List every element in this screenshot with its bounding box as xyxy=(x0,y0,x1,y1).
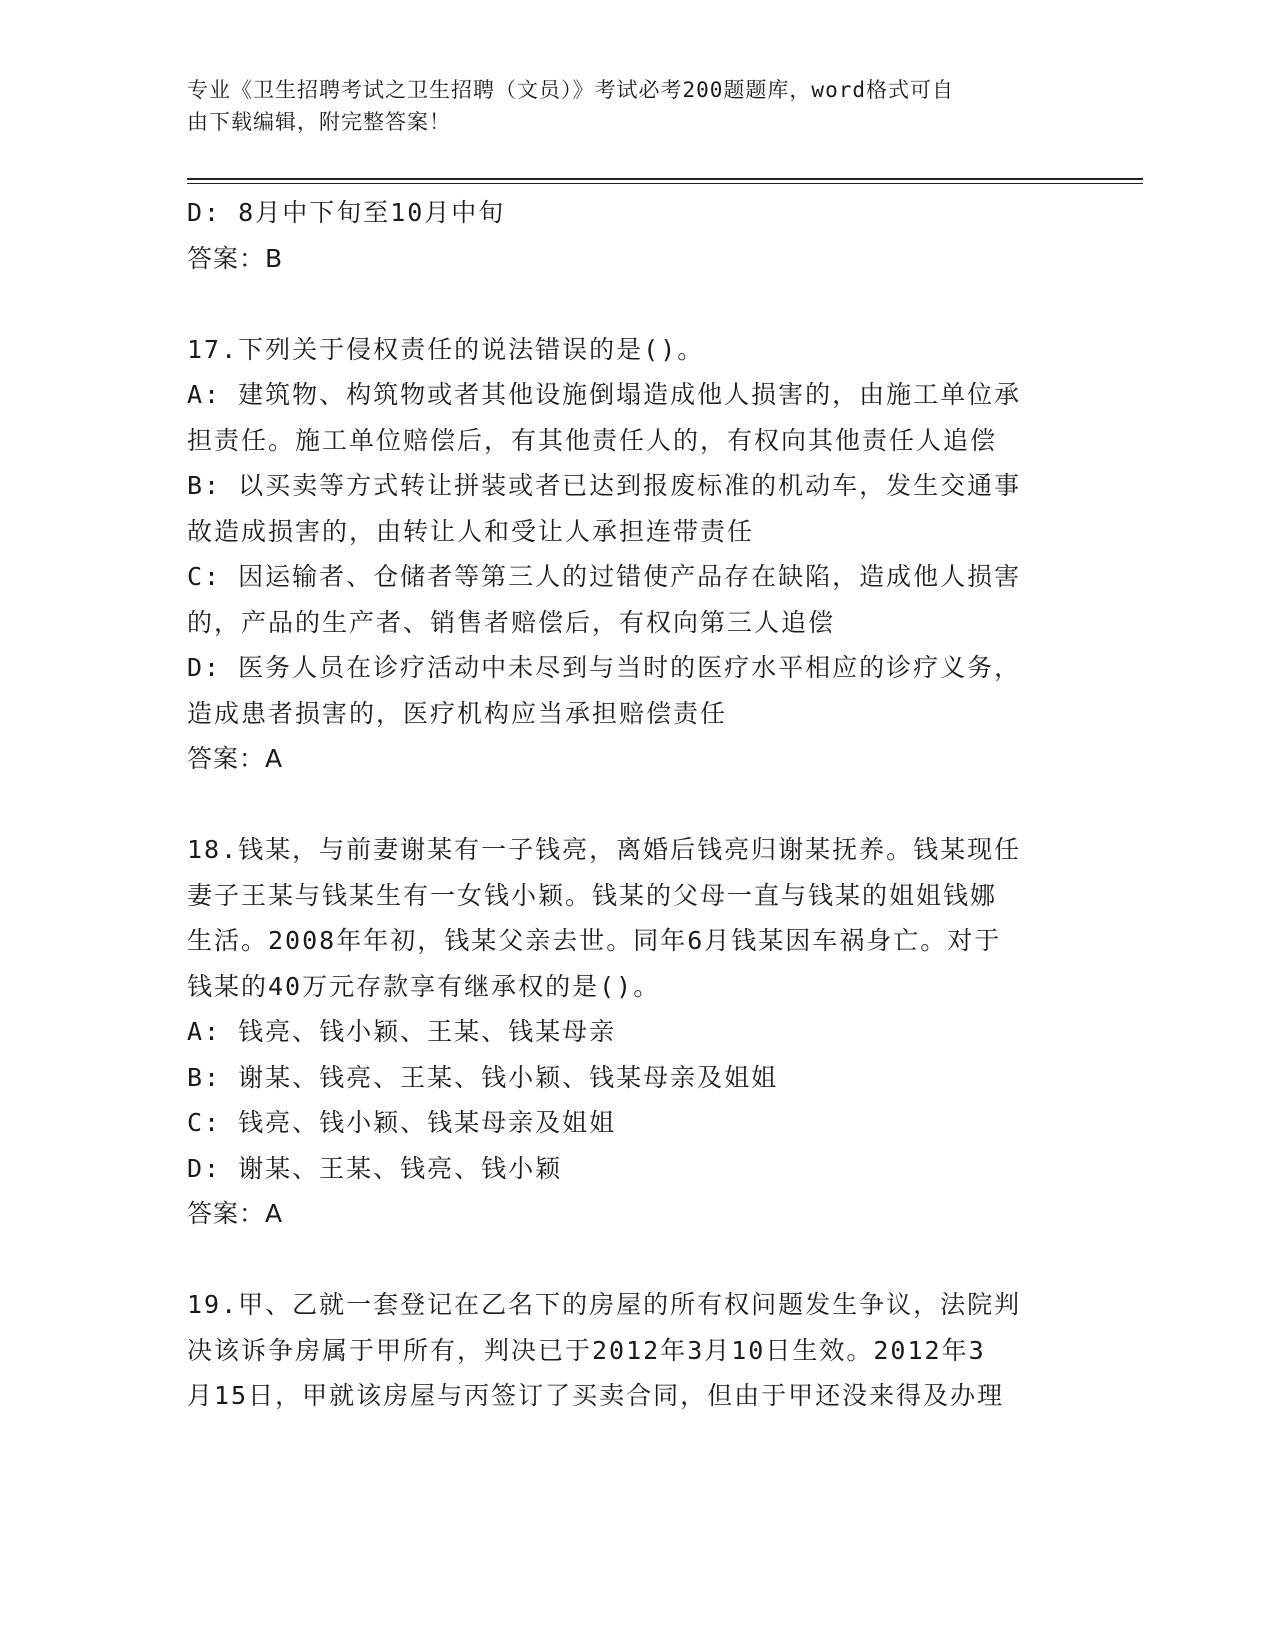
question-19 xyxy=(187,1282,1087,1419)
header-divider-thin xyxy=(187,183,1143,184)
question-stem-line-4: 钱某的40万元存款享有继承权的是()。 xyxy=(187,971,661,1001)
question-16-tail xyxy=(187,190,1087,281)
option-d-line-2: 造成患者损害的，医疗机构应当承担赔偿责任 xyxy=(187,698,728,728)
question-stem-line-2: 决该诉争房属于甲所有，判决已于2012年3月10日生效。2012年3 xyxy=(187,1335,986,1365)
option-b-line-1: B: 以买卖等方式转让拼装或者已达到报废标准的机动车，发生交通事 xyxy=(187,471,1022,500)
option-a-line-1: A: 建筑物、构筑物或者其他设施倒塌造成他人损害的，由施工单位承 xyxy=(187,380,1022,409)
question-stem-line-1: 18.钱某，与前妻谢某有一子钱亮，离婚后钱亮归谢某抚养。钱某现任 xyxy=(187,835,1022,864)
option-c-line-2: 的，产品的生产者、销售者赔偿后，有权向第三人追偿 xyxy=(187,607,836,637)
answer-line: 答案：A xyxy=(187,1199,284,1228)
question-stem-line-3: 月15日，甲就该房屋与丙签订了买卖合同，但由于甲还没来得及办理 xyxy=(187,1381,1005,1410)
question-stem-line-2: 妻子王某与钱某生有一女钱小颖。钱某的父母一直与钱某的姐姐钱娜 xyxy=(187,880,998,910)
header-line-2: 由下载编辑，附完整答案！ xyxy=(187,110,451,134)
question-18 xyxy=(187,827,1087,1237)
option-d-line-1: D: 医务人员在诊疗活动中未尽到与当时的医疗水平相应的诊疗义务， xyxy=(187,653,1022,682)
option-b: B: 谢某、钱亮、王某、钱小颖、钱某母亲及姐姐 xyxy=(187,1062,779,1092)
answer-line: 答案：B xyxy=(187,243,284,273)
option-c: C: 钱亮、钱小颖、钱某母亲及姐姐 xyxy=(187,1108,617,1137)
option-a: A: 钱亮、钱小颖、王某、钱某母亲 xyxy=(187,1017,617,1046)
spacer xyxy=(187,782,1087,828)
option-d: D: 谢某、王某、钱亮、钱小颖 xyxy=(187,1153,563,1183)
header-divider xyxy=(187,178,1143,180)
page-header xyxy=(187,74,1087,138)
option-c-line-1: C: 因运输者、仓储者等第三人的过错使产品存在缺陷，造成他人损害 xyxy=(187,562,1022,591)
question-stem-line-1: 19.甲、乙就一套登记在乙名下的房屋的所有权问题发生争议，法院判 xyxy=(187,1290,1022,1319)
document-body xyxy=(187,190,1087,1419)
option-b-line-2: 故造成损害的，由转让人和受让人承担连带责任 xyxy=(187,516,755,546)
question-stem: 17.下列关于侵权责任的说法错误的是()。 xyxy=(187,334,705,364)
header-line-1: 专业《卫生招聘考试之卫生招聘（文员）》考试必考200题题库，word格式可自 xyxy=(187,78,954,102)
spacer xyxy=(187,281,1087,327)
answer-line: 答案：A xyxy=(187,744,284,773)
option-a-line-2: 担责任。施工单位赔偿后，有其他责任人的，有权向其他责任人追偿 xyxy=(187,425,998,455)
question-stem-line-3: 生活。2008年年初，钱某父亲去世。同年6月钱某因车祸身亡。对于 xyxy=(187,926,1002,955)
option-d: D: 8月中下旬至10月中旬 xyxy=(187,198,506,227)
spacer xyxy=(187,1237,1087,1283)
question-17 xyxy=(187,327,1087,782)
